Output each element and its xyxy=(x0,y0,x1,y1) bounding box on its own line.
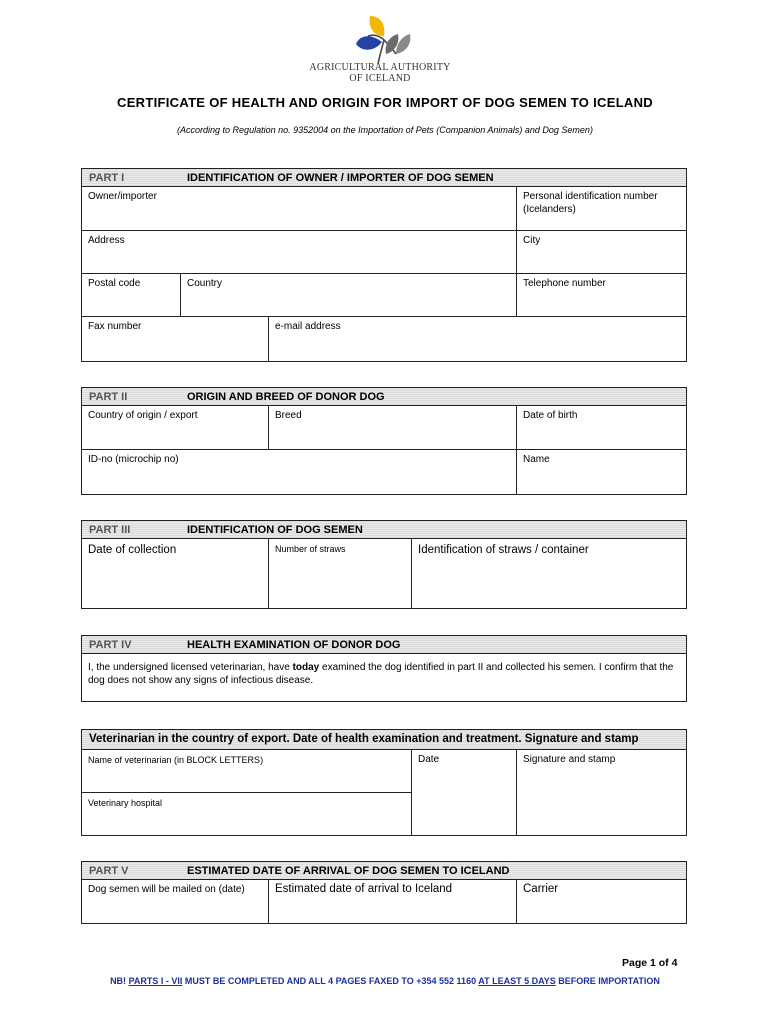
part-1-header xyxy=(82,169,686,187)
notice-parts: PARTS I - VII xyxy=(128,976,183,986)
part-2-title: ORIGIN AND BREED OF DONOR DOG xyxy=(187,391,385,403)
mailed-date-label: Dog semen will be mailed on (date) xyxy=(88,884,245,895)
country-origin-field[interactable] xyxy=(82,406,268,449)
part-1-title: IDENTIFICATION OF OWNER / IMPORTER OF DOG SEMEN xyxy=(187,172,494,184)
email-field[interactable] xyxy=(268,317,686,361)
part-4-header xyxy=(82,636,686,654)
date-of-collection-field[interactable] xyxy=(82,539,268,608)
document-subtitle: (According to Regulation no. 9352004 on the Importation of Pets (Companion Animals) and Dog Semen) xyxy=(177,125,593,135)
arrival-date-field[interactable] xyxy=(268,880,516,923)
breed-field[interactable] xyxy=(268,406,516,449)
number-of-straws-label: Number of straws xyxy=(275,544,346,554)
part-1-row-address xyxy=(82,231,686,274)
part-1-section xyxy=(81,168,687,362)
email-label: e-mail address xyxy=(275,321,341,332)
notice-end: BEFORE IMPORTATION xyxy=(555,976,660,986)
mailed-date-field[interactable] xyxy=(82,880,268,923)
veterinary-hospital-field[interactable] xyxy=(82,793,411,836)
city-label: City xyxy=(523,235,541,246)
examination-date-label: Date xyxy=(418,754,440,765)
part-1-row-postal xyxy=(82,274,686,317)
part-3-section xyxy=(81,520,687,609)
logo-line-1: AGRICULTURAL AUTHORITY xyxy=(309,62,451,73)
part-2-header xyxy=(82,388,686,406)
dog-name-label: Name xyxy=(523,454,550,465)
date-of-birth-field[interactable] xyxy=(516,406,686,449)
logo-line-2: OF ICELAND xyxy=(349,73,411,84)
part-1-label: PART I xyxy=(89,172,125,184)
telephone-label: Telephone number xyxy=(523,278,606,289)
microchip-label: ID-no (microchip no) xyxy=(88,454,179,465)
part-5-row xyxy=(82,880,686,923)
veterinarian-body xyxy=(82,750,686,836)
notice-middle: MUST BE COMPLETED AND ALL 4 PAGES FAXED TO +354 552 1160 xyxy=(182,976,479,986)
date-of-birth-label: Date of birth xyxy=(523,410,578,421)
logo-blue-leaf xyxy=(356,36,382,50)
notice-nb: NB! xyxy=(110,976,129,986)
part-3-row xyxy=(82,539,686,608)
part-5-label: PART V xyxy=(89,865,129,877)
personal-id-sublabel: (Icelanders) xyxy=(523,204,576,215)
date-of-collection-label: Date of collection xyxy=(88,544,177,556)
notice-days: AT LEAST 5 DAYS xyxy=(478,976,556,986)
owner-importer-label: Owner/importer xyxy=(88,191,157,202)
agricultural-authority-logo xyxy=(352,14,412,66)
examination-date-field[interactable] xyxy=(411,750,516,836)
part-3-title: IDENTIFICATION OF DOG SEMEN xyxy=(187,524,363,536)
carrier-label: Carrier xyxy=(523,883,559,895)
part-1-row-fax xyxy=(82,317,686,361)
veterinarian-name-field[interactable] xyxy=(82,750,411,793)
part-5-title: ESTIMATED DATE OF ARRIVAL OF DOG SEMEN TO ICELAND xyxy=(187,865,510,877)
document-title: CERTIFICATE OF HEALTH AND ORIGIN FOR IMPORT OF DOG SEMEN TO ICELAND xyxy=(117,95,653,110)
number-of-straws-field[interactable] xyxy=(268,539,411,608)
country-origin-label: Country of origin / export xyxy=(88,410,198,421)
address-label: Address xyxy=(88,235,125,246)
part-5-header xyxy=(82,862,686,880)
telephone-field[interactable] xyxy=(516,274,686,316)
owner-importer-field[interactable] xyxy=(82,187,516,230)
fax-label: Fax number xyxy=(88,321,142,332)
straws-identification-label: Identification of straws / container xyxy=(418,544,589,556)
part-2-section xyxy=(81,387,687,495)
veterinarian-name-label: Name of veterinarian (in BLOCK LETTERS) xyxy=(88,755,264,765)
logo-yellow-leaf xyxy=(370,16,385,36)
country-field[interactable] xyxy=(180,274,516,316)
postal-code-label: Postal code xyxy=(88,278,141,289)
veterinarian-title: Veterinarian in the country of export. Date of health examination and treatment. Signature and stamp xyxy=(89,733,639,745)
microchip-field[interactable] xyxy=(82,450,516,494)
part-2-row-origin xyxy=(82,406,686,450)
straws-identification-field[interactable] xyxy=(411,539,686,608)
veterinarian-header xyxy=(82,730,686,750)
veterinarian-section xyxy=(81,729,687,836)
arrival-date-label: Estimated date of arrival to Iceland xyxy=(275,883,453,895)
part-2-row-id xyxy=(82,450,686,494)
city-field[interactable] xyxy=(516,231,686,273)
signature-stamp-label: Signature and stamp xyxy=(523,754,616,765)
carrier-field[interactable] xyxy=(516,880,686,923)
part-4-title: HEALTH EXAMINATION OF DONOR DOG xyxy=(187,639,401,651)
personal-id-label: Personal identification number xyxy=(523,191,658,202)
statement-text-a: I, the undersigned licensed veterinarian, have xyxy=(88,662,293,673)
address-field[interactable] xyxy=(82,231,516,273)
statement-text-b: examined the dog identified in part II and collected his semen. I confirm that the dog does not show any signs of infectious disease. xyxy=(88,662,674,686)
part-1-row-owner xyxy=(82,187,686,231)
fax-field[interactable] xyxy=(82,317,268,361)
veterinary-hospital-label: Veterinary hospital xyxy=(88,798,163,808)
part-4-section xyxy=(81,635,687,702)
part-2-label: PART II xyxy=(89,391,128,403)
part-3-header xyxy=(82,521,686,539)
part-5-section xyxy=(81,861,687,924)
importation-notice xyxy=(0,976,770,986)
part-3-label: PART III xyxy=(89,524,131,536)
veterinarian-statement xyxy=(82,654,686,694)
country-label: Country xyxy=(187,278,223,289)
signature-stamp-field[interactable] xyxy=(516,750,686,836)
part-4-label: PART IV xyxy=(89,639,132,651)
dog-name-field[interactable] xyxy=(516,450,686,494)
page-number: Page 1 of 4 xyxy=(622,957,678,969)
statement-today: today xyxy=(292,662,320,673)
personal-id-field[interactable] xyxy=(516,187,686,230)
postal-code-field[interactable] xyxy=(82,274,180,316)
breed-label: Breed xyxy=(275,410,302,421)
logo-text xyxy=(300,62,460,84)
